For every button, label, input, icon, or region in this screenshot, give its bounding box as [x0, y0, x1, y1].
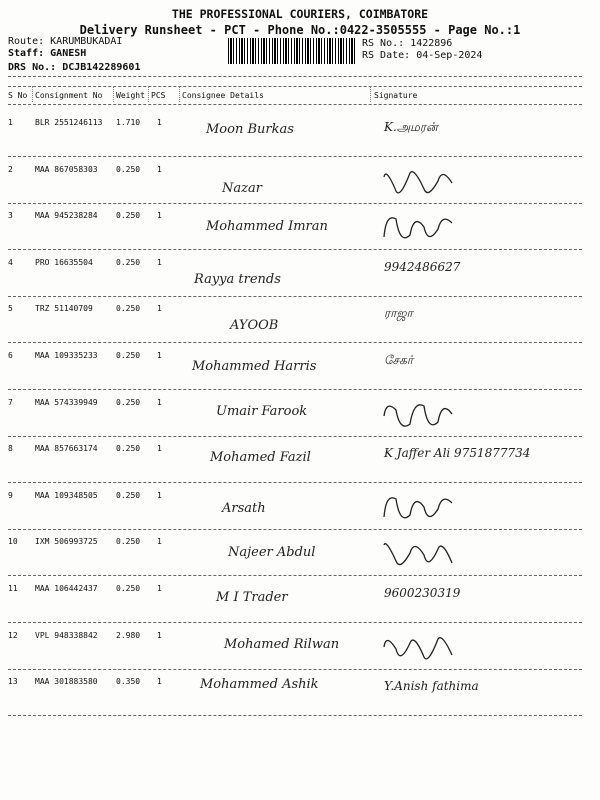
drs-label: DRS No.:	[8, 62, 57, 73]
consignee-name: Mohamed Fazil	[210, 450, 311, 466]
staff-line	[8, 48, 86, 59]
table-row	[0, 347, 600, 393]
col-header-consignment: Consignment No	[35, 91, 103, 100]
consignment-cell: MAA 106442437	[35, 584, 98, 593]
signature-scribble	[378, 629, 528, 669]
signature-scribble	[378, 116, 528, 156]
table-row	[0, 207, 600, 253]
table-row	[0, 487, 600, 533]
consignee-name: Arsath	[222, 500, 266, 516]
pcs-cell: 1	[157, 164, 162, 174]
drs-value: DCJB142289601	[62, 62, 141, 73]
rs-no-value: 1422896	[410, 38, 453, 49]
pcs-cell: 1	[157, 677, 162, 687]
row-divider	[8, 203, 582, 204]
col-header-signature: Signature	[374, 91, 418, 100]
sno-cell: 5	[8, 304, 13, 314]
consignee-name: Umair Farook	[216, 403, 308, 419]
weight-cell: 0.250	[116, 490, 141, 500]
row-divider	[8, 529, 582, 530]
sno-cell: 1	[8, 118, 13, 127]
consignment-cell: VPL 948338842	[35, 630, 98, 640]
col-header-consignee: Consignee Details	[182, 91, 264, 100]
table-row	[0, 161, 600, 207]
consignee-name: Nazar	[222, 180, 262, 196]
consignee-name: Mohammed Imran	[206, 219, 328, 235]
row-divider	[8, 342, 582, 343]
pcs-cell: 1	[157, 397, 162, 407]
signature-scribble	[378, 349, 528, 389]
weight-cell: 0.250	[116, 164, 141, 174]
table-row	[0, 300, 600, 346]
row-divider	[8, 482, 582, 483]
route-line	[8, 36, 122, 47]
consignment-cell: MAA 945238284	[35, 211, 98, 221]
barcode	[228, 38, 356, 64]
signature-scribble	[378, 163, 528, 203]
signature-scribble	[378, 256, 528, 296]
consignment-cell: MAA 301883580	[35, 677, 98, 687]
table-row	[0, 627, 600, 673]
pcs-cell: 1	[157, 444, 162, 454]
signature-scribble	[378, 209, 528, 249]
weight-cell: 0.250	[116, 584, 141, 593]
consignment-cell: MAA 109348505	[35, 490, 98, 500]
pcs-cell: 1	[157, 584, 162, 593]
sno-cell: 13	[8, 677, 18, 687]
sno-cell: 2	[8, 164, 13, 174]
signature-scribble	[378, 302, 528, 342]
pcs-cell: 1	[157, 211, 162, 221]
col-sep	[148, 86, 149, 102]
weight-cell: 0.250	[116, 257, 141, 267]
col-sep	[113, 86, 114, 102]
col-sep	[370, 86, 371, 102]
drs-line	[8, 62, 140, 73]
row-divider	[8, 715, 582, 716]
table-row	[0, 533, 600, 579]
signature-scribble	[378, 396, 528, 436]
consignee-name: M I Trader	[216, 590, 288, 605]
consignment-cell: MAA 867058303	[35, 164, 98, 174]
pcs-cell: 1	[157, 351, 162, 360]
route-label: Route:	[8, 36, 45, 47]
consignee-name: Rayya trends	[194, 271, 281, 287]
row-divider	[8, 156, 582, 157]
consignment-cell: MAA 857663174	[35, 444, 98, 454]
table-top-divider	[8, 86, 582, 87]
consignee-name: AYOOB	[230, 318, 279, 334]
signature-scribble	[378, 535, 528, 575]
weight-cell: 0.250	[116, 211, 141, 221]
consignee-name: Moon Burkas	[206, 122, 294, 137]
col-header-pcs: PCS	[151, 91, 166, 100]
sno-cell: 9	[8, 490, 13, 500]
consignee-name: Mohammed Ashik	[200, 677, 319, 693]
consignment-cell: MAA 109335233	[35, 351, 98, 360]
table-row	[0, 580, 600, 626]
pcs-cell: 1	[157, 118, 162, 127]
signature: சேகர்	[384, 353, 414, 367]
consignment-cell: TRZ 51140709	[35, 304, 93, 314]
sno-cell: 10	[8, 537, 18, 547]
signature: ராஜா	[384, 306, 413, 321]
runsheet-subtitle: Delivery Runsheet - PCT - Phone No.:0422-3505555 - Page No.:1	[79, 23, 521, 37]
pcs-cell: 1	[157, 490, 162, 500]
signature: 9942486627	[384, 259, 461, 274]
signature: K Jaffer Ali 9751877734	[384, 446, 531, 461]
col-sep	[32, 86, 33, 102]
row-divider	[8, 436, 582, 437]
table-row	[0, 254, 600, 300]
signature-scribble	[378, 442, 531, 482]
consignee-name: Mohamed Rilwan	[224, 636, 340, 652]
table-row	[0, 673, 600, 719]
pcs-cell: 1	[157, 537, 162, 547]
signature: Y.Anish fathima	[384, 679, 479, 694]
row-divider	[8, 296, 582, 297]
col-header-weight: Weight	[116, 91, 145, 100]
weight-cell: 0.250	[116, 304, 141, 314]
rs-no-label: RS No.:	[362, 38, 405, 49]
sno-cell: 6	[8, 351, 13, 360]
table-row	[0, 440, 600, 486]
col-sep	[179, 86, 180, 102]
pcs-cell: 1	[157, 257, 162, 267]
signature-scribble	[378, 582, 528, 622]
consignment-cell: PRO 16635504	[35, 257, 93, 267]
weight-cell: 0.250	[116, 444, 141, 454]
company-title: THE PROFESSIONAL COURIERS, COIMBATORE	[171, 7, 429, 21]
weight-cell: 1.710	[116, 118, 141, 127]
sno-cell: 12	[8, 630, 18, 640]
consignment-cell: IXM 506993725	[35, 537, 98, 547]
consignment-cell: BLR 2551246113	[35, 118, 103, 127]
sno-cell: 7	[8, 397, 13, 407]
row-divider	[8, 575, 582, 576]
pcs-cell: 1	[157, 304, 162, 314]
weight-cell: 0.350	[116, 677, 141, 687]
rs-date-label: RS Date:	[362, 50, 411, 61]
row-divider	[8, 249, 582, 250]
rs-date-line	[362, 50, 482, 61]
weight-cell: 2.980	[116, 630, 141, 640]
sno-cell: 8	[8, 444, 13, 454]
col-header-sno: S No	[8, 91, 28, 100]
rs-date-value: 04-Sep-2024	[416, 50, 483, 61]
consignee-name: Mohammed Harris	[192, 359, 317, 374]
weight-cell: 0.250	[116, 537, 141, 547]
signature-scribble	[378, 675, 528, 715]
pcs-cell: 1	[157, 630, 162, 640]
sno-cell: 4	[8, 257, 13, 267]
row-divider	[8, 622, 582, 623]
weight-cell: 0.250	[116, 351, 141, 360]
row-divider	[8, 389, 582, 390]
signature-scribble	[378, 489, 528, 529]
sno-cell: 11	[8, 584, 18, 593]
route-value: KARUMBUKADAI	[50, 36, 123, 47]
staff-label: Staff:	[8, 48, 45, 59]
table-row	[0, 394, 600, 440]
row-divider	[8, 669, 582, 670]
signature: K.அமரன்	[384, 120, 438, 134]
sno-cell: 3	[8, 211, 13, 221]
weight-cell: 0.250	[116, 397, 141, 407]
header-bottom-divider	[8, 104, 582, 105]
consignee-name: Najeer Abdul	[228, 545, 316, 561]
signature: 9600230319	[384, 586, 461, 600]
staff-value: GANESH	[50, 48, 87, 59]
rs-no-line	[362, 38, 452, 49]
table-row	[0, 114, 600, 160]
header-divider	[8, 76, 582, 77]
consignment-cell: MAA 574339949	[35, 397, 98, 407]
